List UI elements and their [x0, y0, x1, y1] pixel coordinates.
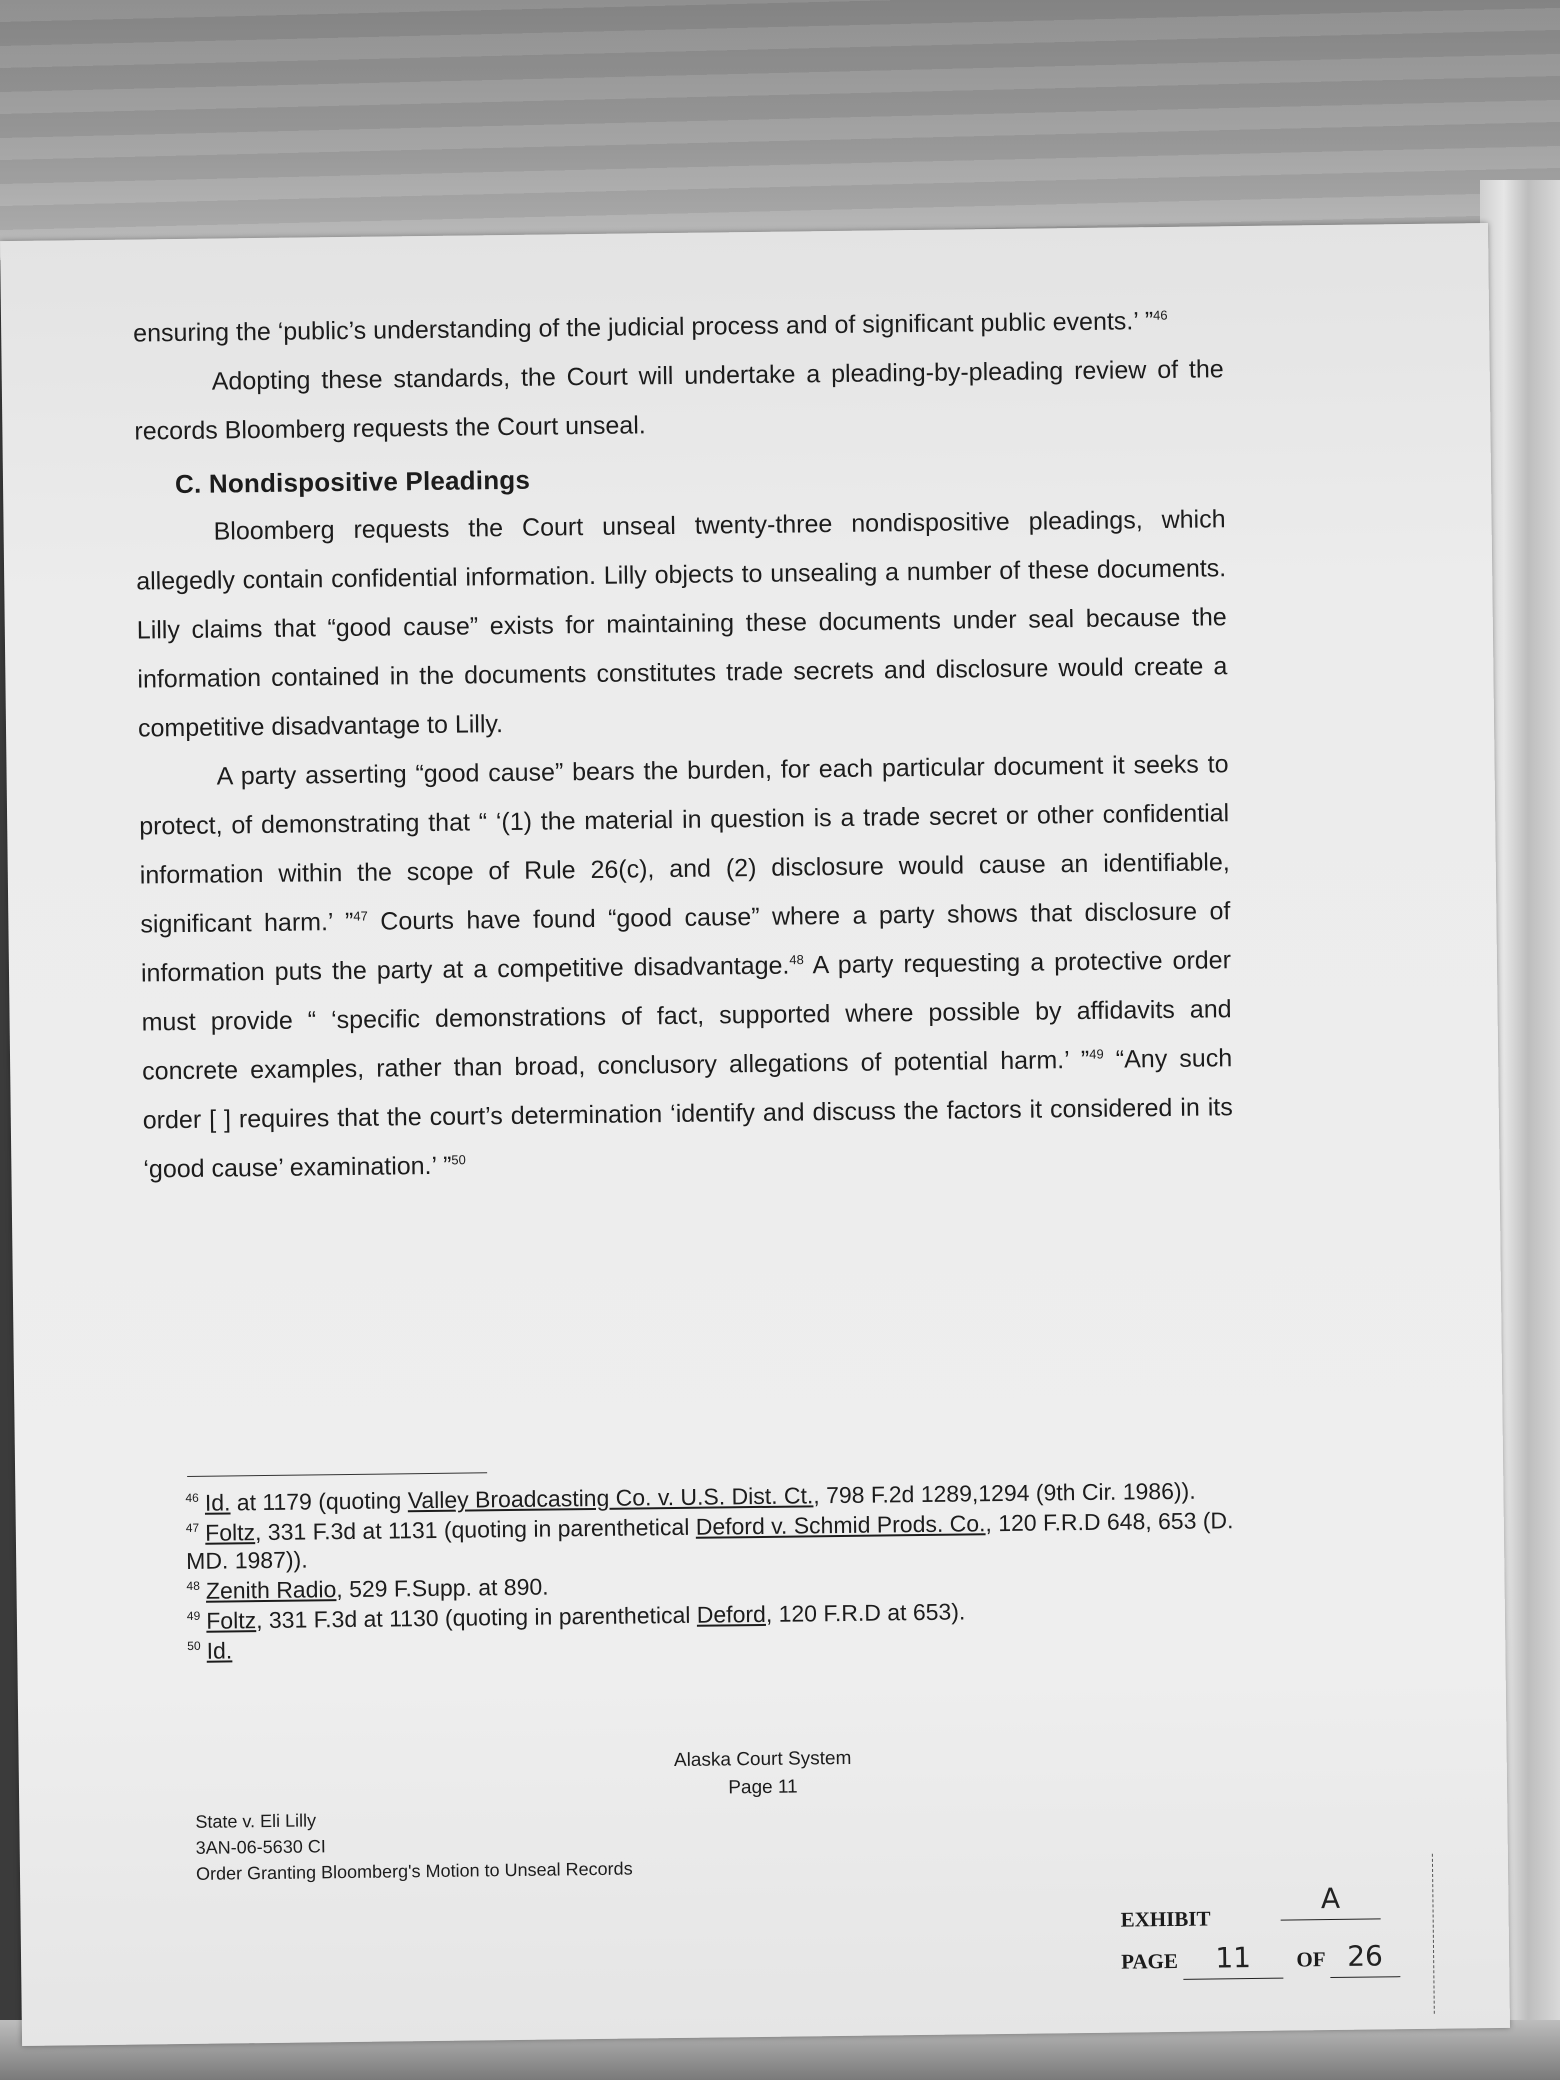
citation: Foltz [206, 1607, 257, 1634]
margin-rule [1432, 1854, 1435, 2014]
of-label: OF [1296, 1947, 1325, 1972]
case-name: Deford v. Schmid Prods. Co. [695, 1510, 986, 1540]
previous-page-background [0, 0, 1560, 260]
footnote-ref: 50 [451, 1152, 466, 1168]
case-caption: State v. Eli Lilly [195, 1810, 317, 1832]
court-name: Alaska Court System [673, 1747, 852, 1772]
paragraph-text: Adopting these standards, the Court will undertake a pleading-by-pleading review of the records Bloomberg requests the Court unseal. [134, 355, 1224, 446]
exhibit-page-row [1121, 1936, 1400, 1981]
case-info [195, 1804, 633, 1887]
exhibit-label: EXHIBIT [1120, 1906, 1211, 1932]
exhibit-row [1120, 1881, 1399, 1939]
footnote-text: , 798 F.2d 1289,1294 (9th Cir. 1986)). [813, 1477, 1196, 1509]
footnote-number: 48 [186, 1579, 200, 1594]
paragraph-good-cause [138, 740, 1233, 1194]
footnote-text: at 1179 (quoting [230, 1487, 408, 1516]
sentence: Courts have found “good cause” where a party shows that disclosure of information puts the party at a competitive disadvantage. [140, 897, 1231, 988]
paragraph-text: Bloomberg requests the Court unseal twenty-three nondispositive pleadings, which allegedly contain confidential information. Lilly objects to unsealing a number of these documents. Lilly claims that “good cause” exists for maintaining these documents under seal because the information contained in the documents constitutes trade secrets and disclosure would create a competitive disadvantage to Lilly. [136, 505, 1228, 743]
citation: Id. [206, 1637, 233, 1664]
body-text [133, 296, 1234, 1194]
order-title: Order Granting Bloomberg's Motion to Unseal Records [195, 1858, 633, 1884]
document-page [0, 223, 1510, 2046]
case-name: Valley Broadcasting Co. v. U.S. Dist. Ct. [407, 1482, 814, 1514]
footnote-number: 46 [185, 1491, 199, 1506]
footnotes [185, 1476, 1247, 1667]
footnote-ref: 48 [789, 952, 804, 968]
paragraph-text: ensuring the ‘public’s understanding of the judicial process and of significant public events.’ ” [133, 307, 1154, 348]
case-name: Deford [696, 1600, 767, 1628]
citation: Zenith Radio [205, 1576, 337, 1604]
paragraph-bloomberg-requests [135, 495, 1228, 753]
page-value: 11 [1183, 1938, 1283, 1980]
footnote-text: , 120 F.R.D at 653). [765, 1598, 966, 1627]
sentence: A party asserting “good cause” bears the burden, for each particular document it seeks to protect, of demonstrating that “ ‘(1) the material in question is a trade secret or other confidential information within the scope of Rule 26(c), and (2) disclosure would cause an identifiable, significant harm.’ ” [139, 750, 1230, 939]
paragraph-adopting [133, 345, 1224, 456]
citation: Id. [204, 1489, 231, 1516]
sentence: “Any such order [ ] requires that the court’s determination ‘identify and discuss the factors it considered in its ‘good cause’ examination.’ ” [142, 1044, 1233, 1184]
footnote-number: 50 [187, 1639, 201, 1654]
sentence: A party requesting a protective order must provide “ ‘specific demonstrations of fact, supported where possible by affidavits and concrete examples, rather than broad, conclusory allegations of potential harm.’ ” [141, 946, 1232, 1086]
page-number: Page 11 [728, 1776, 798, 1799]
footnote-text: , 331 F.3d at 1130 (quoting in parenthetical [255, 1601, 697, 1634]
page-footer [19, 1737, 1508, 1811]
footnote-47 [186, 1506, 1247, 1575]
footnote-text: , 120 F.R.D 648, 653 (D. MD. 1987)). [186, 1507, 1234, 1574]
footnote-ref: 46 [1153, 307, 1168, 323]
case-number: 3AN-06-5630 CI [195, 1836, 326, 1858]
footnote-ref: 49 [1089, 1046, 1104, 1062]
exhibit-value: A [1280, 1878, 1380, 1920]
footnote-text: , 529 F.Supp. at 890. [336, 1573, 549, 1603]
of-value: 26 [1330, 1936, 1400, 1978]
heading-text: C. Nondispositive Pleadings [174, 464, 531, 500]
footnote-ref: 47 [353, 908, 368, 924]
footnote-text: , 331 F.3d at 1131 (quoting in parenthetical [254, 1513, 696, 1546]
citation: Foltz [205, 1519, 256, 1546]
footnote-number: 47 [185, 1521, 200, 1536]
page-label: PAGE [1121, 1948, 1179, 1974]
footnote-divider [187, 1472, 487, 1477]
footnote-number: 49 [186, 1609, 201, 1624]
exhibit-stamp [1120, 1881, 1400, 1981]
